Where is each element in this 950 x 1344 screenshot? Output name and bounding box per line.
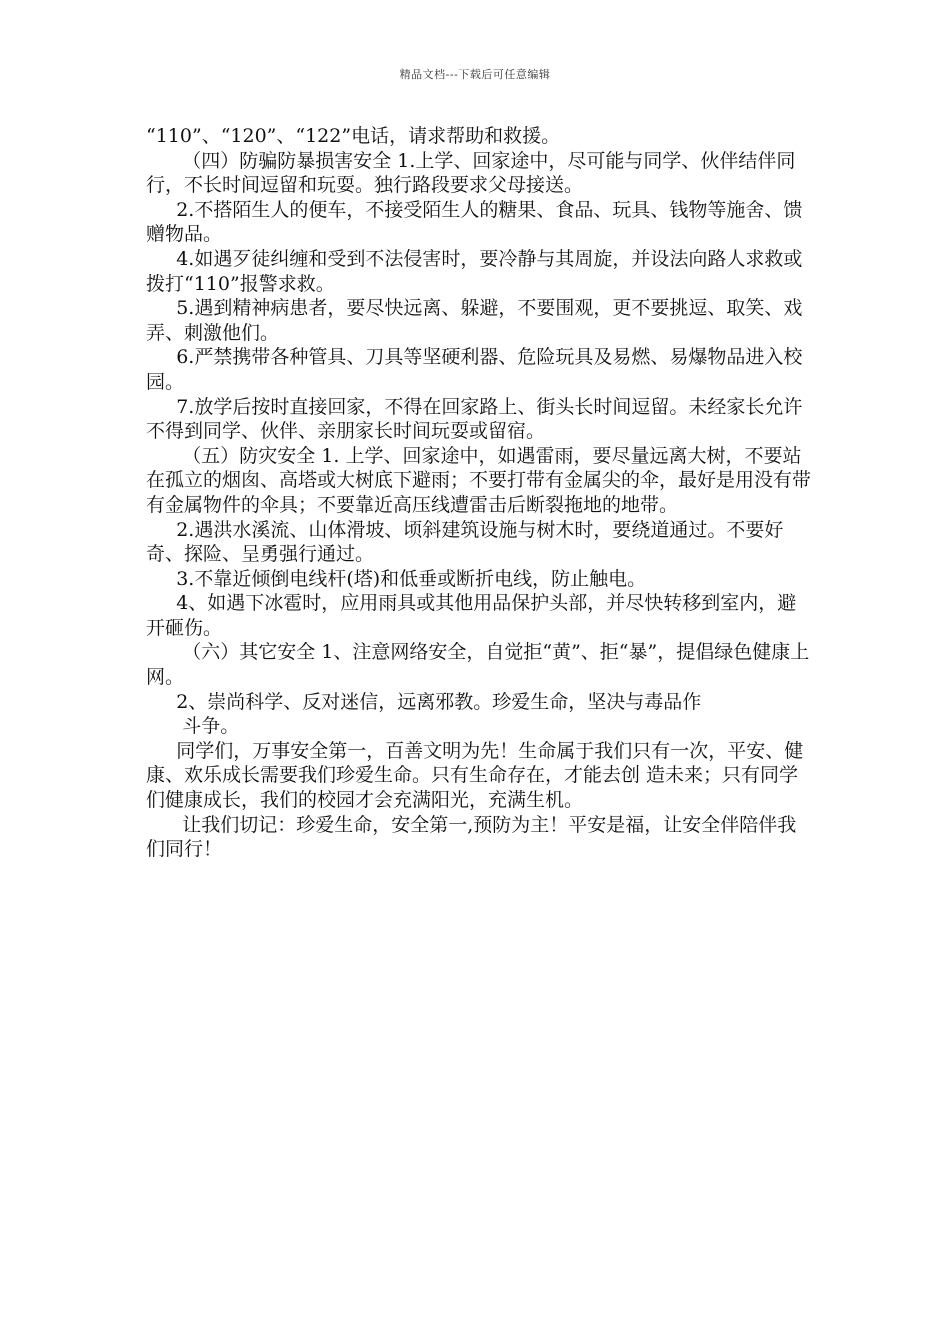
- paragraph: 4、如遇下冰雹时，应用雨具或其他用品保护头部，并尽快转移到室内，避开砸伤。: [146, 592, 797, 639]
- paragraph: 5.遇到精神病患者，要尽快远离、躲避，不要围观，更不要挑逗、取笑、戏弄、刺激他们。: [146, 297, 803, 344]
- paragraph: （五）防灾安全 1. 上学、回家途中，如遇雷雨，要尽量远离大树，不要站在孤立的烟囱、高塔或大树底下避雨；不要打带有金属尖的伞，最好是用没有带有金属物件的伞具；不要靠近高压线遭雷击后断裂拖地的地带。: [146, 444, 812, 516]
- paragraph: 4.如遇歹徒纠缠和受到不法侵害时，要冷静与其周旋，并设法向路人求救或拨打“110”报警求救。: [146, 247, 803, 295]
- paragraph: 6.严禁携带各种管具、刀具等坚硬利器、危险玩具及易燃、易爆物品进入校园。: [146, 346, 803, 393]
- paragraph: 让我们切记：珍爱生命，安全第一,预防为主！平安是福，让安全伴陪伴我们同行！: [146, 813, 797, 861]
- paragraph: 斗争。: [146, 715, 240, 738]
- paragraph: 3.不靠近倾倒电线杆(塔)和低垂或断折电线，防止触电。: [146, 567, 647, 590]
- paragraph: 同学们，万事安全第一，百善文明为先！生命属于我们只有一次，平安、健康、欢乐成长需要我们珍爱生命。只有生命存在，才能去创 造未来；只有同学们健康成长，我们的校园才会充满阳光，充满生机。: [146, 739, 804, 812]
- page-header: 精品文档---下载后可任意编辑: [399, 68, 551, 81]
- document-body: [146, 124, 811, 862]
- paragraph: 7.放学后按时直接回家，不得在回家路上、街头长时间逗留。未经家长允许不得到同学、伙伴、亲朋家长时间玩耍或留宿。: [146, 395, 803, 443]
- paragraph: 2、崇尚科学、反对迷信，远离邪教。珍爱生命，坚决与毒品作: [146, 690, 702, 713]
- paragraph: （六）其它安全 1、注意网络安全，自觉拒“黄”、拒“暴”，提倡绿色健康上网。: [146, 641, 810, 689]
- paragraph: “110”、“120”、“122”电话，请求帮助和救援。: [146, 125, 561, 147]
- paragraph: （四）防骗防暴损害安全 1.上学、回家途中，尽可能与同学、伙伴结伴同行，不长时间逗留和玩耍。独行路段要求父母接送。: [146, 149, 796, 197]
- paragraph: 2.不搭陌生人的便车，不接受陌生人的糖果、食品、玩具、钱物等施舍、馈赠物品。: [146, 198, 803, 246]
- paragraph: 2.遇洪水溪流、山体滑坡、顷斜建筑设施与树木时，要绕道通过。不要好奇、探险、呈勇强行通过。: [146, 518, 784, 566]
